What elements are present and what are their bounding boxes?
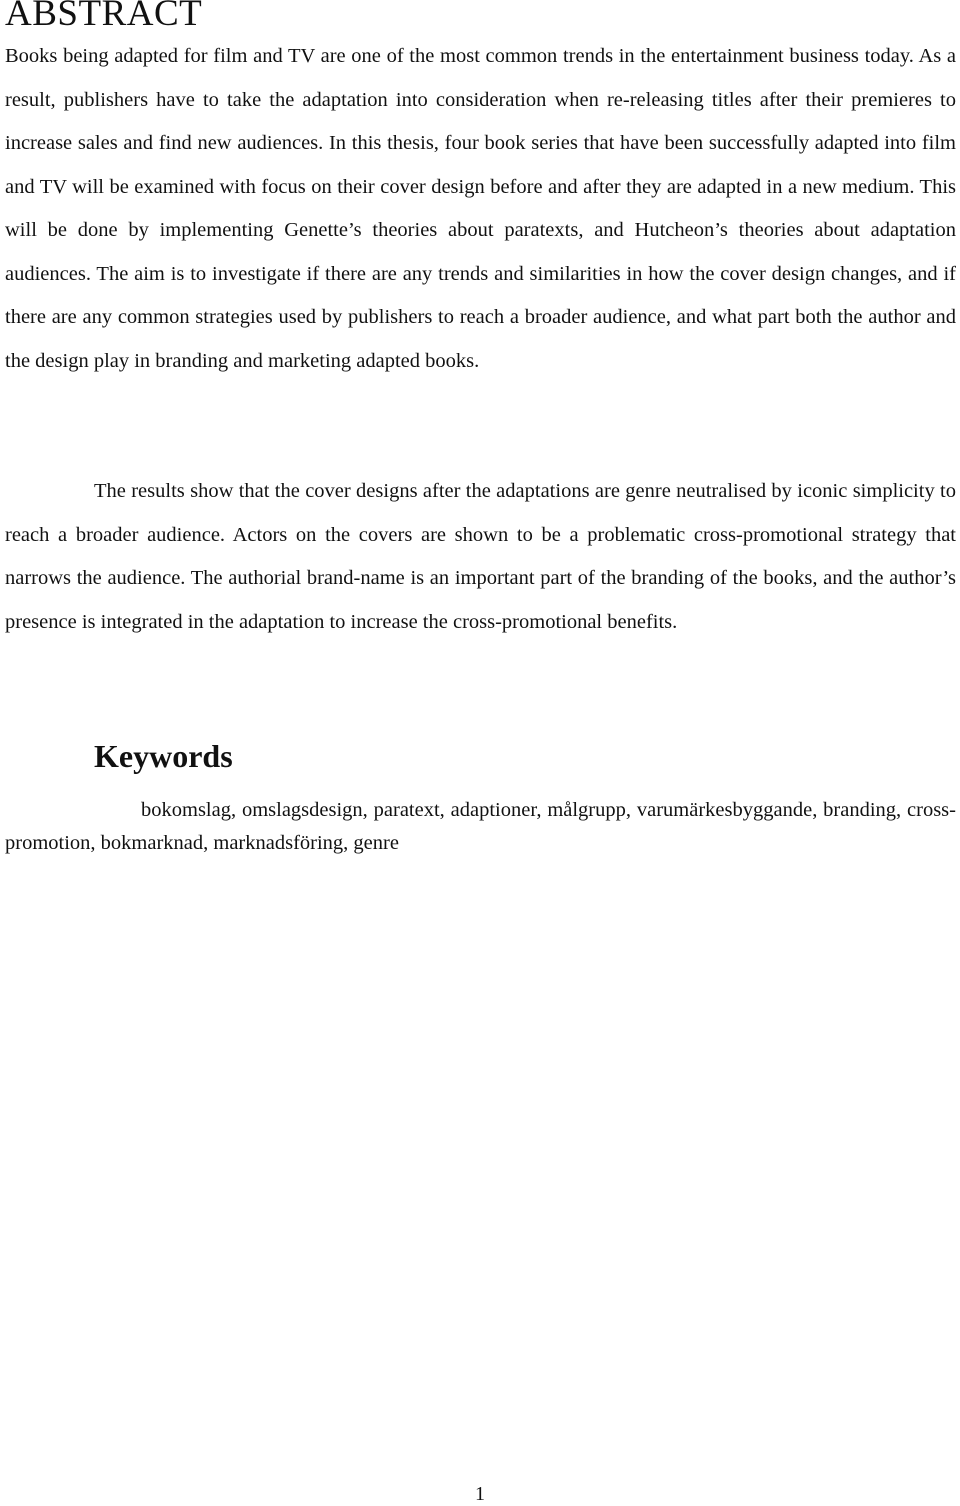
abstract-paragraph-1: Books being adapted for film and TV are one of the most common trends in the entertainment business today. As a result, publishers have to take the adaptation into consideration when re-releasing titles after their premieres to increase sales and find new audiences. In this thesis, four book series that have been successfully adapted into film and TV will be examined with focus on their cover design before and after they are adapted in a new medium. This will be done by implementing Genette’s theories about paratexts, and Hutcheon’s theories about adaptation audiences. The aim is to investigate if there are any trends and similarities in how the cover design changes, and if there are any common strategies used by publishers to reach a broader audience, and what part both the author and the design play in branding and marketing adapted books. xyxy=(5,45,956,372)
keywords-heading: Keywords xyxy=(94,738,233,774)
abstract-paragraph-2: The results show that the cover designs after the adaptations are genre neutralised by iconic simplicity to reach a broader audience. Actors on the covers are shown to be a problematic cross-promotional strategy that narrows the audience. The authorial brand-name is an important part of the branding of the books, and the author’s presence is integrated in the adaptation to increase the cross-promotional benefits. xyxy=(5,480,956,633)
page-number: 1 xyxy=(475,1483,485,1505)
keywords-list: bokomslag, omslagsdesign, paratext, adaptioner, målgrupp, varumärkesbyggande, branding, cross-promotion, bokmarknad, marknadsföring, genre xyxy=(5,799,956,854)
abstract-title: ABSTRACT xyxy=(5,0,203,34)
